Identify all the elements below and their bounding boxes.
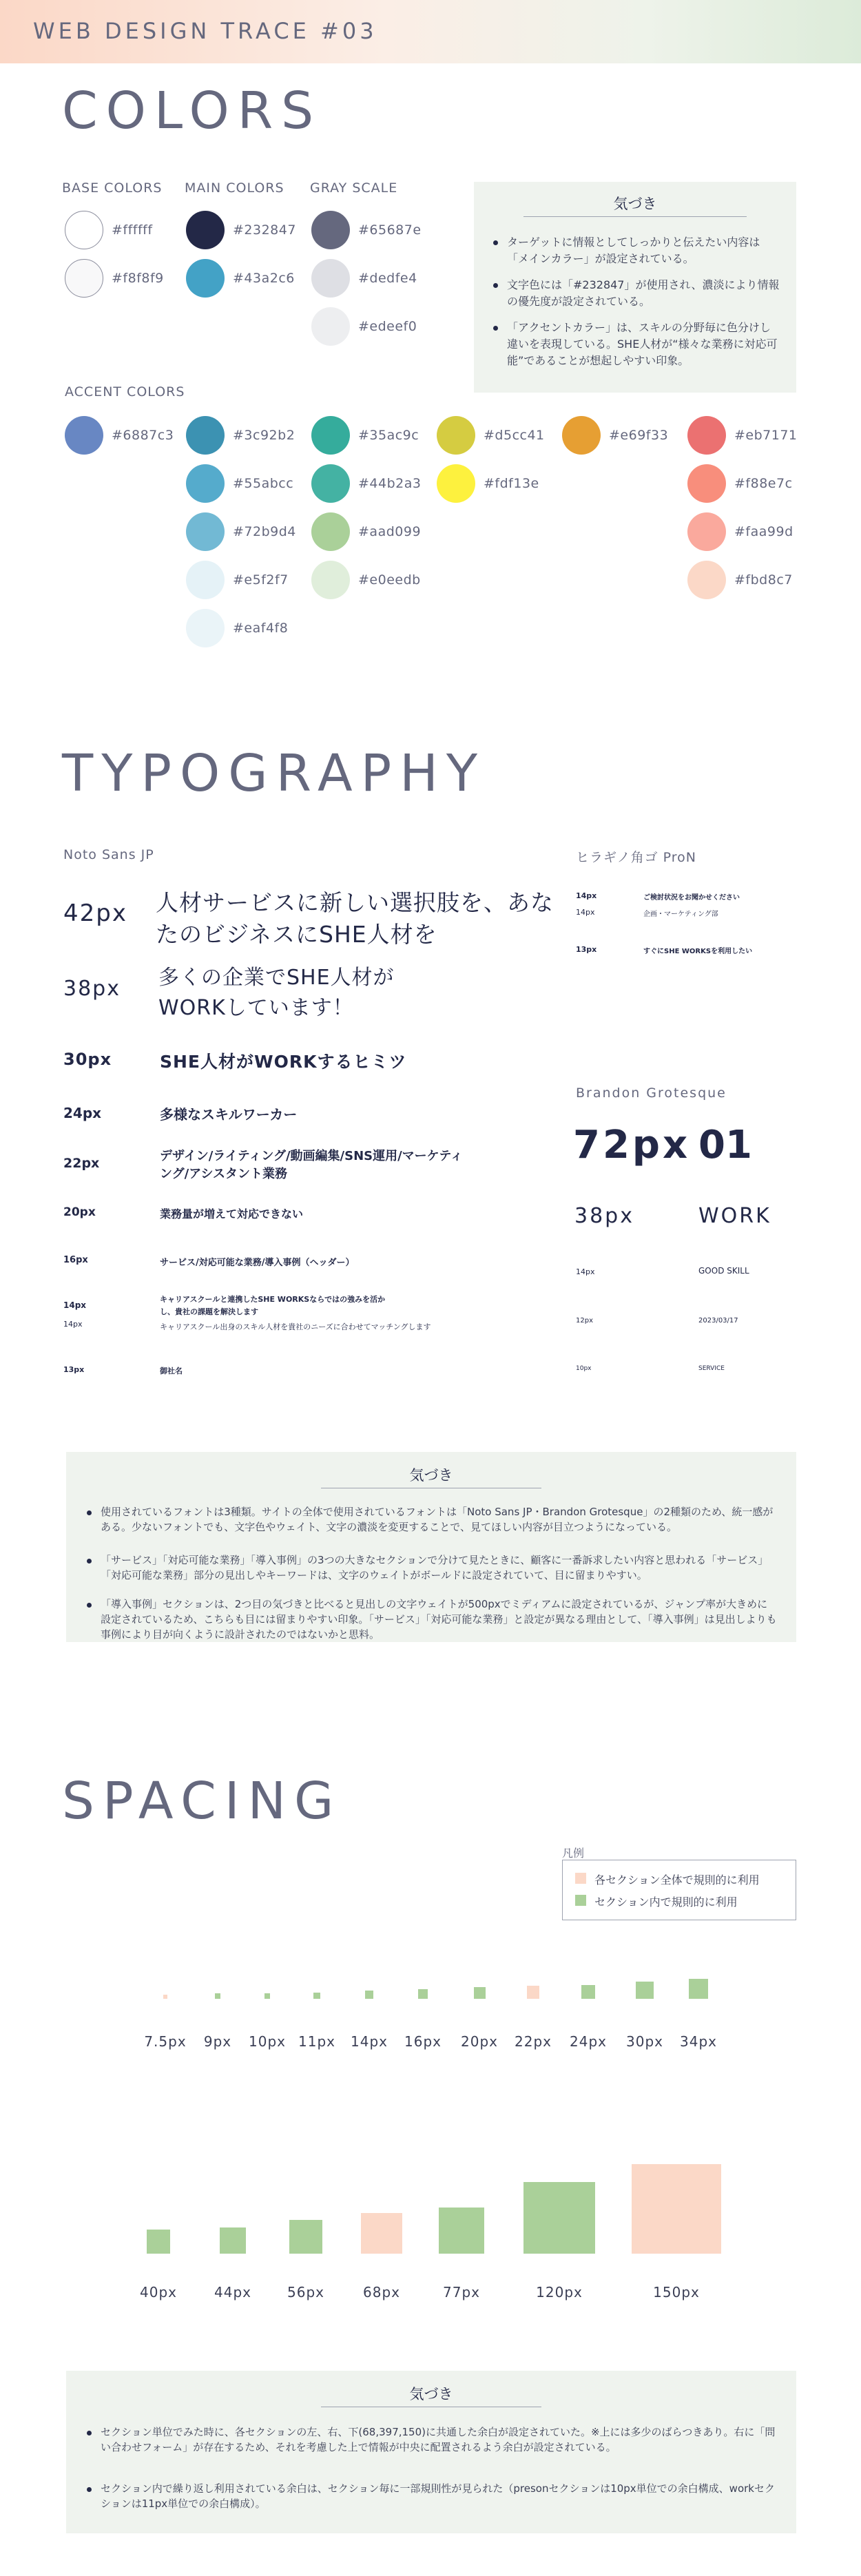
spacing-square bbox=[264, 1993, 271, 1999]
page-header bbox=[0, 0, 861, 63]
size-16-label: 16px bbox=[63, 1255, 88, 1265]
size-20-label: 20px bbox=[63, 1205, 96, 1219]
color-swatch bbox=[186, 464, 225, 503]
hira-size-14b-label: 14px bbox=[576, 908, 595, 917]
color-hex-label: #d5cc41 bbox=[484, 428, 545, 443]
color-hex-label: #dedfe4 bbox=[358, 271, 417, 286]
spacing-label: 34px bbox=[680, 2033, 717, 2050]
spacing-square bbox=[289, 2220, 323, 2254]
color-hex-label: #6887c3 bbox=[112, 428, 174, 443]
legend-text-global: 各セクション全体で規則的に利用 bbox=[594, 1873, 760, 1887]
color-hex-label: #eb7171 bbox=[734, 428, 798, 443]
spacing-label: 9px bbox=[203, 2033, 232, 2050]
color-swatch bbox=[311, 416, 350, 455]
colors-note-item: ターゲットに情報としてしっかりと伝えたい内容は「メインカラー」が設定されている。 bbox=[492, 234, 781, 267]
spacing-title: SPACING bbox=[62, 1772, 342, 1831]
hiragino-font-label: ヒラギノ角ゴ ProN bbox=[576, 850, 697, 865]
spacing-square bbox=[581, 1985, 595, 1999]
typography-title: TYPOGRAPHY bbox=[62, 744, 486, 803]
sample-13: 御社名 bbox=[160, 1367, 183, 1375]
typography-note-item: 「導入事例」セクションは、2つ目の気づきと比べると見出しの文字ウェイトが500pxでミディアムに設定されているが、ジャンプ率が大きめに設定されているため、こちらも目には留まりやすい印象。「サービス」「対応可能な業務」と設定が異なる理由として、「導入事例」は見出しよりも事例により目が向くように設計されたのではないかと思料。 bbox=[85, 1597, 777, 1642]
color-swatch bbox=[311, 211, 350, 249]
hira-size-14a-label: 14px bbox=[576, 891, 597, 900]
color-swatch bbox=[687, 416, 726, 455]
size-13-label: 13px bbox=[63, 1365, 85, 1374]
colors-note-item: 「アクセントカラー」は、スキルの分野毎に色分けし違いを表現している。SHE人材が“様々な業務に対応可能”であることが想起しやすい印象。 bbox=[492, 320, 781, 369]
spacing-square bbox=[523, 2182, 595, 2254]
base-colors-label: BASE COLORS bbox=[62, 180, 163, 196]
spacing-note bbox=[66, 2371, 796, 2533]
color-swatch bbox=[186, 512, 225, 551]
header-title: WEB DESIGN TRACE #03 bbox=[33, 18, 377, 44]
color-hex-label: #65687e bbox=[358, 222, 422, 238]
sample-24: 多様なスキルワーカー bbox=[160, 1106, 298, 1123]
brandon-size-38-label: 38px bbox=[574, 1204, 634, 1228]
color-swatch bbox=[186, 561, 225, 599]
brandon-size-12-label: 12px bbox=[576, 1317, 593, 1325]
spacing-label: 56px bbox=[287, 2284, 324, 2300]
color-swatch bbox=[65, 211, 103, 249]
brandon-sample-72: 01 bbox=[698, 1123, 752, 1167]
spacing-label: 16px bbox=[404, 2033, 442, 2050]
spacing-label: 22px bbox=[515, 2033, 552, 2050]
color-swatch bbox=[311, 307, 350, 346]
spacing-label: 40px bbox=[140, 2284, 177, 2300]
size-24-label: 24px bbox=[63, 1105, 102, 1121]
size-42-label: 42px bbox=[63, 900, 127, 927]
color-swatch bbox=[186, 211, 225, 249]
spacing-square bbox=[313, 1993, 320, 1999]
color-hex-label: #f88e7c bbox=[734, 476, 793, 491]
brandon-size-14-label: 14px bbox=[576, 1267, 595, 1276]
color-swatch bbox=[311, 561, 350, 599]
brandon-sample-14: GOOD SKILL bbox=[698, 1266, 749, 1276]
color-hex-label: #aad099 bbox=[358, 524, 422, 539]
brandon-sample-38: WORK bbox=[698, 1204, 771, 1228]
spacing-label: 77px bbox=[443, 2284, 480, 2300]
color-hex-label: #e0eedb bbox=[358, 572, 421, 588]
spacing-note-item: セクション単位でみた時に、各セクションの左、右、下(68,397,150)に共通した余白が設定されていた。※上には多少のばらつきあり。右に「問い合わせフォーム」が存在するため、それを考慮した上で情報が中央に配置されるよう余白が設定されている。 bbox=[85, 2424, 777, 2455]
color-swatch bbox=[437, 416, 475, 455]
color-hex-label: #eaf4f8 bbox=[233, 621, 289, 636]
color-swatch bbox=[65, 416, 103, 455]
color-swatch bbox=[186, 259, 225, 298]
colors-note-item: 文字色には「#232847」が使用され、濃淡により情報の優先度が設定されている。 bbox=[492, 277, 781, 310]
main-colors-label: MAIN COLORS bbox=[185, 180, 284, 196]
color-hex-label: #e69f33 bbox=[609, 428, 669, 443]
spacing-label: 44px bbox=[214, 2284, 251, 2300]
hira-size-13-label: 13px bbox=[576, 945, 597, 954]
color-hex-label: #3c92b2 bbox=[233, 428, 295, 443]
size-14b-label: 14px bbox=[63, 1320, 83, 1329]
spacing-square bbox=[361, 2213, 402, 2254]
color-swatch bbox=[687, 464, 726, 503]
sample-30: SHE人材がWORKするヒミツ bbox=[160, 1052, 407, 1072]
spacing-label: 120px bbox=[536, 2284, 583, 2300]
typography-note-title: 気づき bbox=[409, 1467, 453, 1484]
brandon-size-10-label: 10px bbox=[576, 1365, 592, 1372]
typography-note bbox=[66, 1452, 796, 1642]
hira-sample-13: すぐにSHE WORKSを利用したい bbox=[643, 948, 753, 955]
spacing-label: 10px bbox=[249, 2033, 286, 2050]
spacing-square bbox=[163, 1995, 167, 1999]
spacing-square bbox=[636, 1982, 654, 1999]
color-hex-label: #55abcc bbox=[233, 476, 294, 491]
color-hex-label: #ffffff bbox=[112, 222, 153, 238]
sample-22: デザイン/ライティング/動画編集/SNS運用/マーケティング/アシスタント業務 bbox=[160, 1149, 463, 1181]
size-22-label: 22px bbox=[63, 1156, 100, 1171]
color-hex-label: #fbd8c7 bbox=[734, 572, 793, 588]
spacing-note-title: 気づき bbox=[409, 2386, 453, 2402]
color-swatch bbox=[437, 464, 475, 503]
color-swatch bbox=[186, 416, 225, 455]
color-swatch bbox=[687, 512, 726, 551]
color-swatch bbox=[562, 416, 601, 455]
spacing-label: 150px bbox=[653, 2284, 700, 2300]
spacing-square bbox=[147, 2230, 171, 2254]
spacing-square bbox=[474, 1987, 486, 1999]
color-swatch bbox=[311, 464, 350, 503]
spacing-label: 30px bbox=[626, 2033, 663, 2050]
typography-note-item: 使用されているフォントは3種類。サイトの全体で使用されているフォントは「Noto Sans JP・Brandon Grotesque」の2種類のため、統一感がある。少ないフォントでも、文字色やウェイト、文字の濃淡を変更することで、見てほしい内容が目立つようになっている。 bbox=[85, 1504, 777, 1535]
spacing-square bbox=[365, 1991, 373, 1999]
sample-14b: キャリアスクール出身のスキル人材を貴社のニーズに合わせてマッチングします bbox=[160, 1322, 431, 1331]
spacing-legend bbox=[562, 1860, 796, 1920]
color-hex-label: #fdf13e bbox=[484, 476, 539, 491]
spacing-label: 20px bbox=[461, 2033, 498, 2050]
spacing-square bbox=[220, 2227, 246, 2254]
color-hex-label: #f8f8f9 bbox=[112, 271, 164, 286]
spacing-label: 14px bbox=[351, 2033, 388, 2050]
spacing-square bbox=[527, 1986, 540, 1999]
typography-note-item: 「サービス」「対応可能な業務」「導入事例」の3つの大きなセクションで分けて見たときに、顧客に一番訴求したい内容と思われる「サービス」「対応可能な業務」部分の見出しやキーワードは、文字のウェイトがボールドに設定されていて、目に留まりやすい。 bbox=[85, 1552, 777, 1583]
spacing-label: 68px bbox=[363, 2284, 400, 2300]
color-swatch bbox=[65, 259, 103, 298]
legend-swatch-section bbox=[575, 1895, 586, 1906]
spacing-note-item: セクション内で繰り返し利用されている余白は、セクション毎に一部規則性が見られた（presonセクションは10px単位での余白構成、workセクションは11px単位での余白構成）。 bbox=[85, 2481, 777, 2511]
spacing-square bbox=[215, 1993, 220, 1999]
color-hex-label: #43a2c6 bbox=[233, 271, 295, 286]
color-hex-label: #44b2a3 bbox=[358, 476, 422, 491]
accent-colors-label: ACCENT COLORS bbox=[65, 384, 185, 399]
sample-14a: キャリアスクールと連携したSHE WORKSならではの強みを活かし、貴社の課題を解決します bbox=[160, 1295, 386, 1316]
color-hex-label: #edeef0 bbox=[358, 319, 417, 334]
color-hex-label: #faa99d bbox=[734, 524, 793, 539]
spacing-square bbox=[632, 2164, 722, 2254]
colors-title: COLORS bbox=[62, 81, 322, 141]
legend-title: 凡例 bbox=[562, 1847, 585, 1860]
brandon-size-72-label: 72px bbox=[573, 1123, 691, 1167]
size-38-label: 38px bbox=[63, 977, 121, 1001]
spacing-square bbox=[439, 2208, 485, 2254]
colors-note-divider bbox=[523, 216, 747, 217]
color-swatch bbox=[311, 259, 350, 298]
spacing-square bbox=[689, 1979, 709, 1999]
spacing-square bbox=[418, 1989, 428, 1999]
size-14a-label: 14px bbox=[63, 1300, 87, 1310]
color-hex-label: #e5f2f7 bbox=[233, 572, 289, 588]
gray-scale-label: GRAY SCALE bbox=[310, 180, 398, 196]
color-swatch bbox=[687, 561, 726, 599]
hira-sample-14b: 企画・マーケティング部 bbox=[643, 911, 718, 918]
size-30-label: 30px bbox=[63, 1050, 112, 1069]
color-hex-label: #232847 bbox=[233, 222, 296, 238]
hira-sample-14a: ご検討状況をお聞かせください bbox=[643, 894, 740, 902]
color-hex-label: #35ac9c bbox=[358, 428, 419, 443]
brandon-sample-12: 2023/03/17 bbox=[698, 1317, 738, 1325]
sample-16: サービス/対応可能な業務/導入事例（ヘッダー） bbox=[160, 1258, 355, 1268]
sample-38: 多くの企業でSHE人材がWORKしています！ bbox=[158, 966, 395, 1020]
color-hex-label: #72b9d4 bbox=[233, 524, 296, 539]
spacing-label: 24px bbox=[570, 2033, 607, 2050]
colors-note-title: 気づき bbox=[613, 196, 657, 212]
color-swatch bbox=[311, 512, 350, 551]
brandon-font-label: Brandon Grotesque bbox=[576, 1086, 727, 1101]
color-swatch bbox=[186, 609, 225, 647]
spacing-label: 7.5px bbox=[144, 2033, 187, 2050]
colors-note bbox=[474, 182, 796, 393]
noto-font-label: Noto Sans JP bbox=[63, 847, 154, 862]
spacing-label: 11px bbox=[298, 2033, 335, 2050]
legend-swatch-global bbox=[575, 1873, 586, 1884]
sample-20: 業務量が増えて対応できない bbox=[160, 1207, 304, 1221]
legend-text-section: セクション内で規則的に利用 bbox=[594, 1895, 738, 1909]
sample-42: 人材サービスに新しい選択肢を、あなたのビジネスにSHE人材を bbox=[156, 889, 554, 948]
brandon-sample-10: SERVICE bbox=[698, 1365, 725, 1372]
